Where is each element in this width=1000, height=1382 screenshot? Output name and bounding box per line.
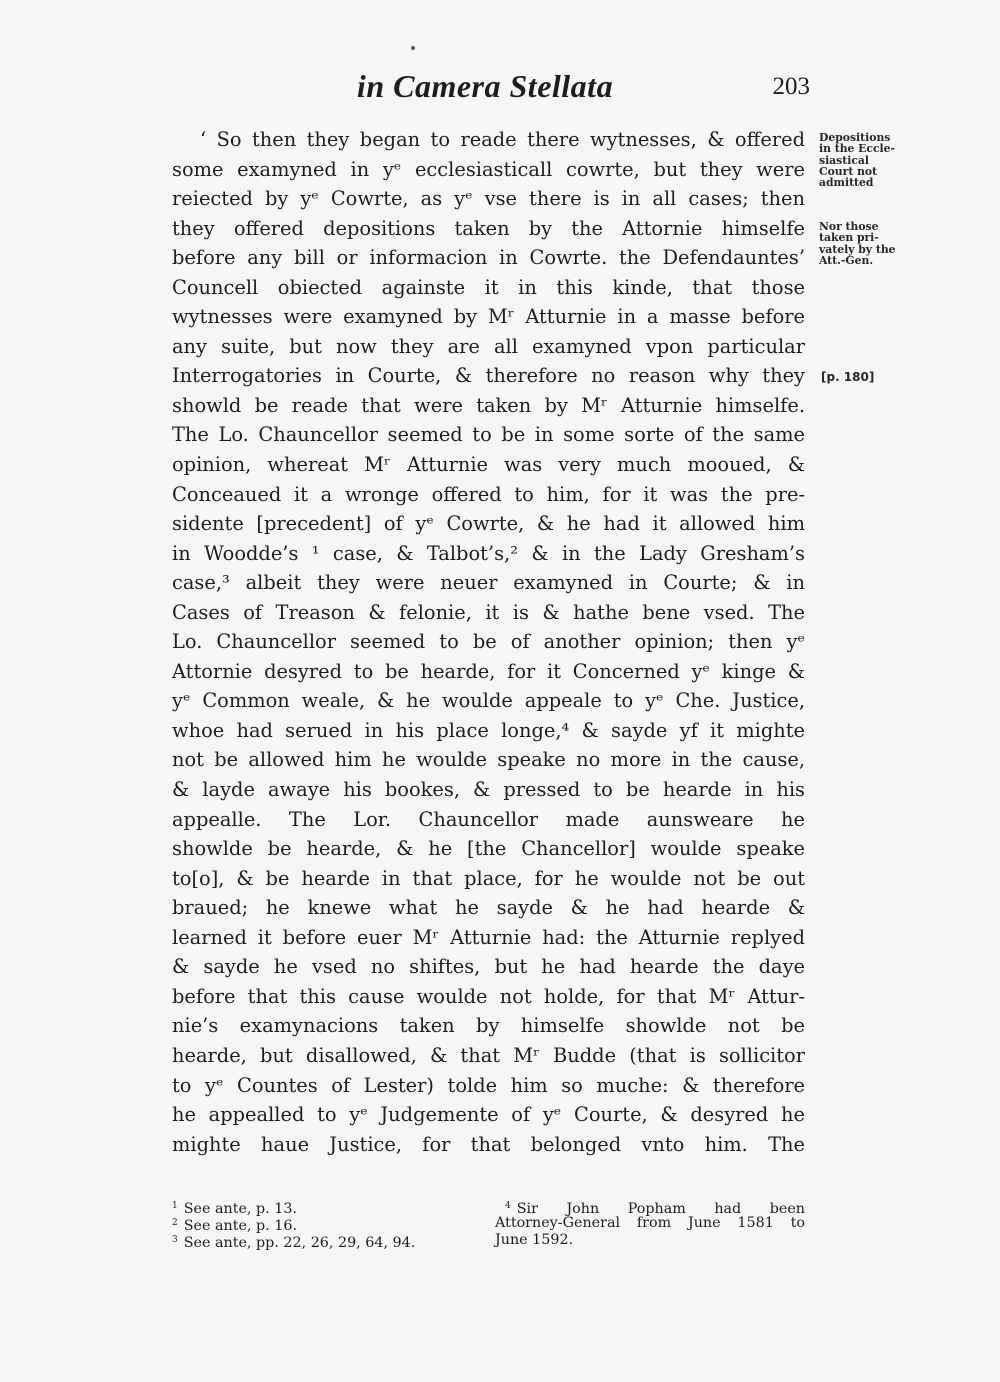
text-line: hearde, but disallowed, & that Mʳ Budde (that is sollicitor — [172, 1043, 805, 1067]
text-line: to yᵉ Countes of Lester) tolde him so muche: & therefore — [172, 1073, 805, 1097]
footnote-4-line-2: Attorney-General from June 1581 to — [495, 1215, 805, 1231]
text-line: Cases of Treason & felonie, it is & hathe bene vsed. The — [172, 600, 805, 624]
text-line: whoe had serued in his place longe,⁴ & sayde yf it mighte — [172, 718, 805, 742]
footnote-text: See ante, p. 16. — [183, 1218, 297, 1234]
text-line: he appealled to yᵉ Judgemente of yᵉ Courte, & desyred he — [172, 1103, 805, 1127]
text-line: before any bill or informacion in Cowrte. the Defendauntes’ — [172, 246, 805, 270]
text-line: mighte haue Justice, for that belonged vnto him. The — [172, 1132, 805, 1156]
text-line: & layde awaye his bookes, & pressed to be hearde in his — [172, 778, 805, 802]
footnote-text: Sir John Popham had been — [516, 1201, 805, 1217]
text-line: & sayde he vsed no shiftes, but he had hearde the daye — [172, 955, 805, 979]
text-line: before that this cause woulde not holde, for that Mʳ Attur- — [172, 984, 805, 1008]
marginal-note-depositions: Depositions in the Eccle- siastical Court not admitted — [819, 131, 896, 190]
footnote-marker: 4 — [505, 1201, 511, 1211]
footnote-text: See ante, pp. 22, 26, 29, 64, 94. — [183, 1235, 416, 1251]
text-line: opinion, whereat Mʳ Atturnie was very much mooued, & — [172, 453, 805, 477]
text-line: appealle. The Lor. Chauncellor made aunsweare he — [172, 807, 805, 831]
text-line: any suite, but now they are all examyned vpon particular — [172, 334, 805, 358]
text-line: reiected by yᵉ Cowrte, as yᵉ vse there is in all cases; then — [172, 187, 805, 211]
text-line: sidente [precedent] of yᵉ Cowrte, & he had it allowed him — [172, 512, 805, 536]
text-line: The Lo. Chauncellor seemed to be in some sorte of the same — [172, 423, 805, 447]
footnote-3 — [172, 1232, 472, 1249]
marginal-note-attorney: Nor those taken pri- vately by the Att.-Gen. — [819, 220, 896, 267]
text-line: learned it before euer Mʳ Atturnie had: the Atturnie replyed — [172, 925, 805, 949]
footnote-marker: 2 — [172, 1218, 178, 1228]
running-title: in Camera Stellata — [356, 68, 614, 104]
footnotes-left-column — [172, 1198, 472, 1249]
footnotes-right-column — [495, 1198, 805, 1249]
footnote-1 — [172, 1198, 472, 1215]
page-number: 203 — [772, 73, 810, 100]
text-line: yᵉ Common weale, & he woulde appeale to yᵉ Che. Justice, — [172, 689, 805, 713]
text-line: to[o], & be hearde in that place, for he woulde not be out — [172, 866, 805, 890]
text-line: Interrogatories in Courte, & therefore no reason why they — [172, 364, 805, 388]
text-line: they offered depositions taken by the Attornie himselfe — [172, 216, 805, 240]
footnote-marker: 1 — [172, 1201, 178, 1211]
text-line: Lo. Chauncellor seemed to be of another opinion; then yᵉ — [172, 630, 805, 654]
main-text — [172, 125, 805, 1159]
original-page-reference: [p. 180] — [821, 370, 875, 384]
text-line: some examyned in yᵉ ecclesiasticall cowrte, but they were — [172, 157, 805, 181]
printer-dot — [411, 46, 415, 50]
text-line: showld be reade that were taken by Mʳ Atturnie himselfe. — [172, 393, 805, 417]
text-line: not be allowed him he woulde speake no more in the cause, — [172, 748, 805, 772]
footnote-2 — [172, 1215, 472, 1232]
text-line: Councell obiected againste it in this kinde, that those — [172, 275, 805, 299]
text-line: nie’s examynacions taken by himselfe showlde not be — [172, 1014, 805, 1038]
footnote-4-line-1 — [495, 1198, 805, 1215]
text-line: in Woodde’s ¹ case, & Talbot’s,² & in the Lady Gresham’s — [172, 541, 805, 565]
text-line: Attornie desyred to be hearde, for it Concerned yᵉ kinge & — [172, 659, 805, 683]
footnote-4-line-3: June 1592. — [495, 1232, 574, 1248]
text-line: showlde be hearde, & he [the Chancellor] woulde speake — [172, 837, 805, 861]
text-line: case,³ albeit they were neuer examyned in Courte; & in — [172, 571, 805, 595]
text-line: ‘ So then they began to reade there wytnesses, & offered — [200, 128, 805, 151]
text-line: Conceaued it a wronge offered to him, for it was the pre- — [172, 482, 805, 506]
text-line: wytnesses were examyned by Mʳ Atturnie in a masse before — [172, 305, 805, 329]
footnote-text: See ante, p. 13. — [183, 1201, 297, 1217]
footnote-marker: 3 — [172, 1235, 178, 1245]
text-line: braued; he knewe what he sayde & he had hearde & — [172, 896, 805, 920]
